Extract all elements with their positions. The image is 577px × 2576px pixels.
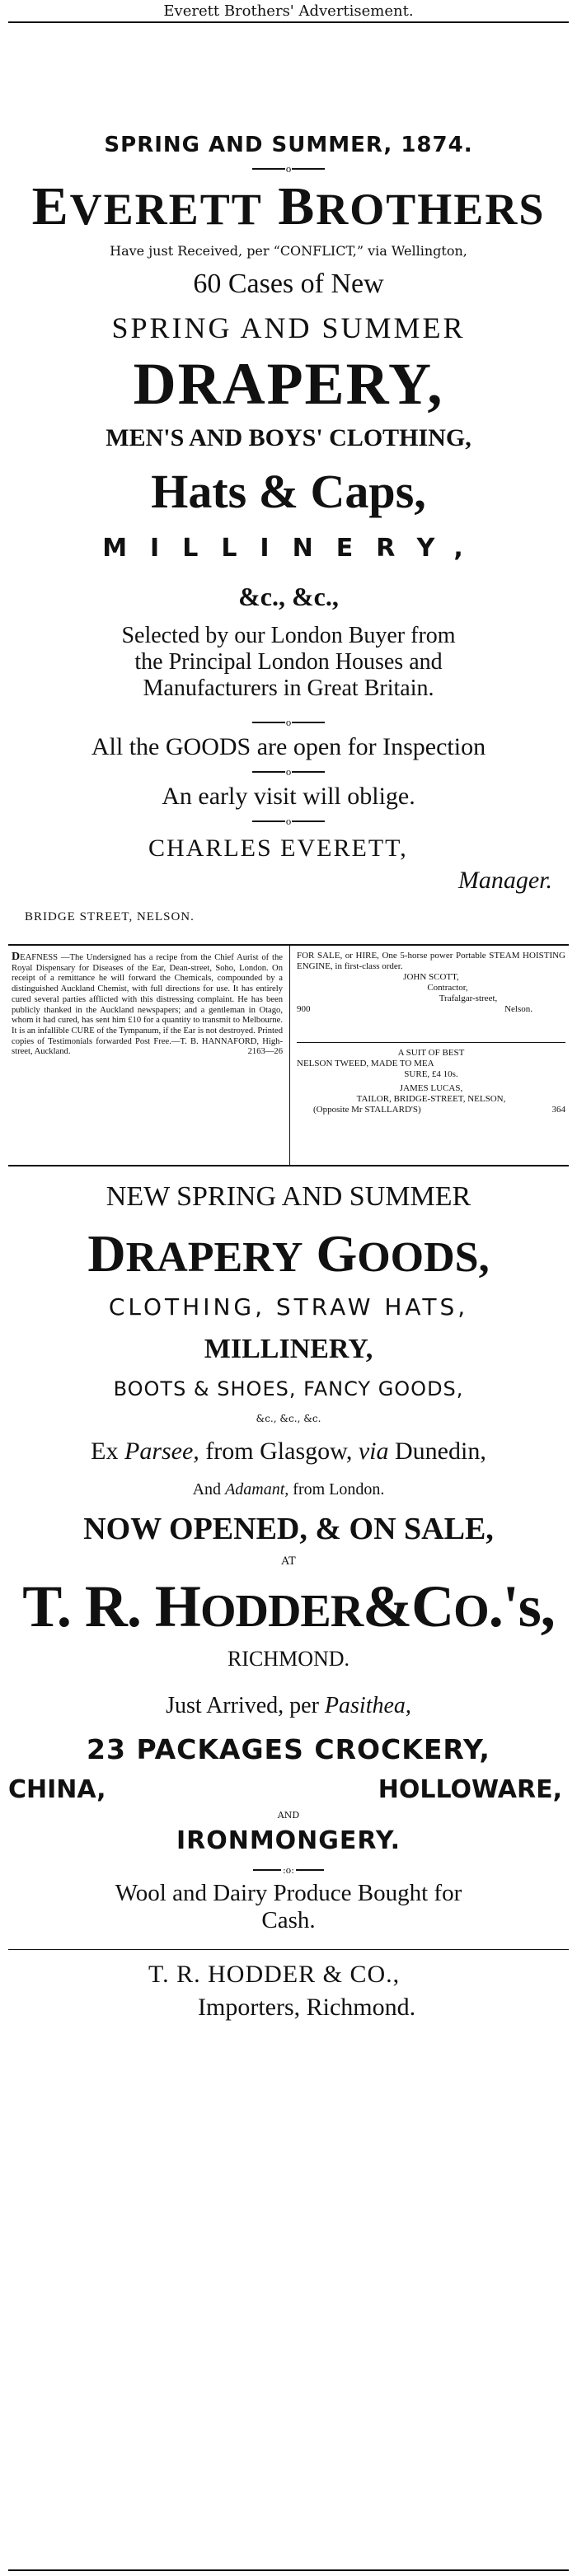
drapery-goods-line: DRAPERY GOODS, — [87, 1224, 490, 1283]
separator: o — [8, 163, 569, 175]
lucas-ad — [297, 1043, 565, 1115]
scott-town: Nelson. — [504, 1004, 532, 1014]
spring-summer-line: SPRING AND SUMMER — [111, 311, 466, 344]
hodder-headline: NEW SPRING AND SUMMER — [106, 1181, 471, 1212]
hats-caps-line: Hats & Caps, — [151, 465, 426, 518]
china-holloware-line: CHINA, HOLLOWARE, — [8, 1775, 562, 1804]
everett-address: BRIDGE STREET, NELSON. — [25, 910, 195, 923]
wool-paragraph — [8, 1880, 569, 1934]
scott-name: JOHN SCOTT, — [403, 972, 459, 982]
arrived-line: Just Arrived, per Pasithea, — [166, 1693, 411, 1718]
ex-parsee-line: Ex Parsee, from Glasgow, via Dunedin, — [91, 1438, 486, 1465]
hodder-etc-line: &c., &c., &c. — [256, 1413, 321, 1424]
signatory: CHARLES EVERETT, — [148, 835, 408, 862]
small-ads-section — [8, 944, 569, 1166]
lucas-number-row — [297, 1105, 565, 1115]
season-header: SPRING AND SUMMER, 1874. — [104, 133, 473, 157]
hodder-firm-name: T. R. HODDER&CO.'s, — [22, 1573, 555, 1639]
lucas-name: JAMES LUCAS, — [399, 1083, 463, 1093]
manager-title: Manager. — [457, 867, 552, 894]
now-opened-line: NOW OPENED, & ON SALE, — [83, 1512, 494, 1546]
packages-line: 23 PACKAGES CROCKERY, — [87, 1733, 490, 1765]
deafness-ad — [8, 946, 290, 1165]
goods-open-line: All the GOODS are open for Inspection — [91, 733, 486, 760]
lucas-line-1: A SUIT OF BEST — [397, 1048, 465, 1058]
early-visit-line: An early visit will oblige. — [162, 783, 415, 810]
wool-line-2: Cash. — [261, 1907, 316, 1933]
selected-line-3: Manufacturers in Great Britain. — [143, 676, 434, 701]
clothing-line: CLOTHING, STRAW HATS, — [108, 1293, 469, 1321]
selected-line-1: Selected by our London Buyer from — [121, 623, 456, 648]
separator: o — [8, 717, 569, 728]
lucas-opposite: (Opposite Mr STALLARD'S) — [313, 1105, 421, 1115]
separator: :o: — [8, 1860, 569, 1880]
ironmongery-line: IRONMONGERY. — [176, 1826, 401, 1855]
hodder-sign-firm: T. R. HODDER & CO., — [148, 1961, 401, 1988]
lucas-line-3: SURE, £4 10s. — [404, 1069, 458, 1079]
deafness-dropcap: D — [12, 951, 21, 963]
bottom-rule — [8, 2569, 569, 2571]
scott-role: Contractor, — [427, 983, 468, 993]
mens-clothing-line: MEN'S AND BOYS' CLOTHING, — [106, 424, 471, 451]
wool-line-1: Wool and Dairy Produce Bought for — [115, 1880, 462, 1906]
scott-ad — [297, 951, 565, 1043]
richmond-line: RICHMOND. — [227, 1647, 350, 1671]
millinery-line: MILLINERY, — [102, 534, 486, 563]
etc-line: &c., &c., — [238, 582, 339, 611]
sign-rule — [8, 1949, 569, 1950]
right-ads-column — [290, 946, 569, 1165]
drapery-line: DRAPERY, — [133, 351, 444, 417]
deafness-text: EAFNESS —The Undersigned has a recipe from the Chief Aurist of the Royal Dispensary for Diseases of the Ear, Dean-street, Soho, London. On receipt of a remittance he will forward the Chemicals, compounded by a distinguished Auckland Chemist, with full directions for use. It has entirely cured several parties afflicted with this distressing complaint. He has been publicly thanked in the Auckland newspapers; and a gentleman in Otago, whom it had cured, has sent him £10 for a quantity to transmit to Melbourne. It is an infallible CURE of the Tympanum, if the Ear is not destroyed. Printed copies of Testimonials forwarded Post Free.—T. B. HANNAFORD, High-street, Auckland. — [12, 953, 283, 1057]
selected-paragraph — [8, 623, 569, 702]
firm-title: EVERETT BROTHERS — [31, 176, 546, 236]
header-rule — [8, 21, 569, 23]
hodder-sign-role: Importers, Richmond. — [198, 1994, 416, 2021]
boots-line: BOOTS & SHOES, FANCY GOODS, — [113, 1377, 464, 1400]
separator: o — [8, 816, 569, 827]
lucas-number: 364 — [551, 1105, 565, 1115]
separator: o — [8, 766, 569, 778]
and-line: AND — [277, 1810, 300, 1821]
hodder-millinery-line: MILLINERY, — [204, 1334, 373, 1364]
at-line: AT — [281, 1555, 296, 1568]
scott-number: 900 — [297, 1004, 311, 1014]
adamant-line: And Adamant, from London. — [192, 1480, 385, 1498]
received-line: Have just Received, per “CONFLICT,” via Wellington, — [110, 243, 467, 259]
scott-street: Trafalgar-street, — [439, 993, 498, 1003]
deafness-number: 2163—26 — [247, 1047, 283, 1057]
lucas-line-2: NELSON TWEED, MADE TO MEA — [297, 1059, 434, 1068]
running-head: Everett Brothers' Advertisement. — [163, 2, 414, 20]
scott-number-row — [297, 1004, 565, 1015]
cases-line: 60 Cases of New — [193, 269, 384, 299]
selected-line-2: the Principal London Houses and — [134, 649, 443, 675]
lucas-address: TAILOR, BRIDGE-STREET, NELSON, — [356, 1094, 506, 1104]
scott-text: FOR SALE, or HIRE, One 5-horse power Portable STEAM HOISTING ENGINE, in first-class order. — [297, 951, 565, 971]
